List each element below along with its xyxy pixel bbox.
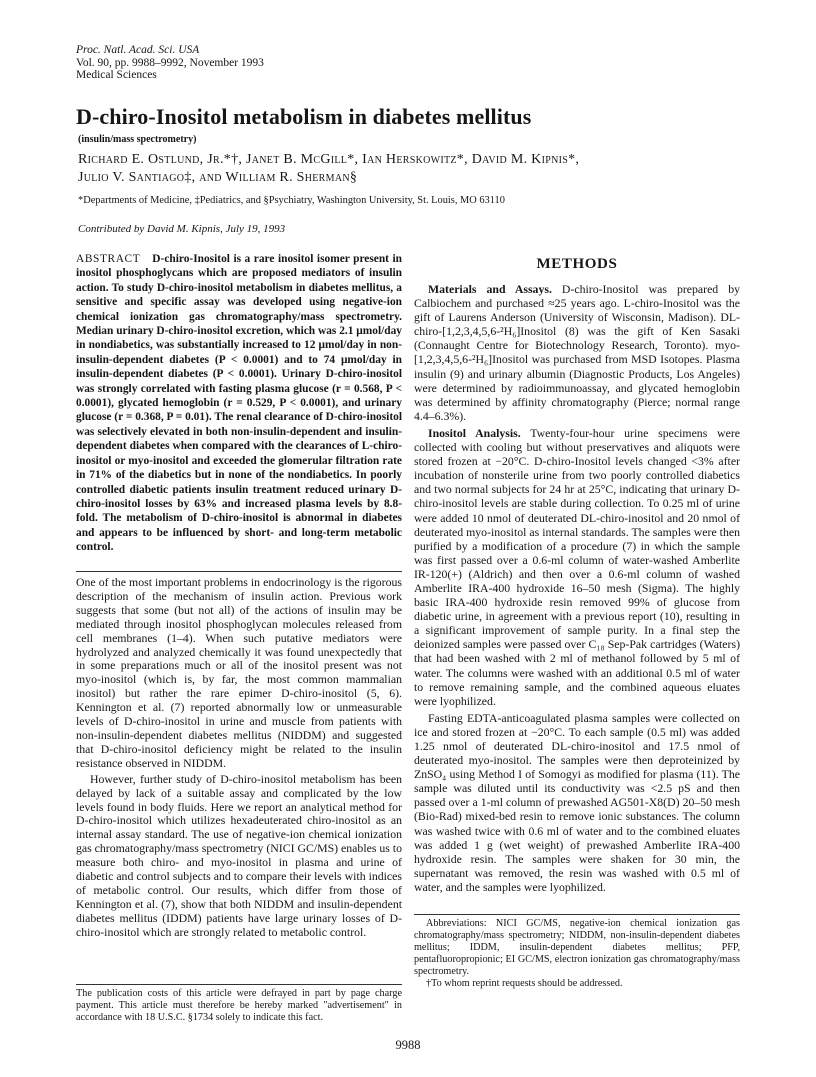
page-number: 9988 [395, 1038, 421, 1052]
journal-header [76, 44, 264, 82]
affiliation: *Departments of Medicine, ‡Pediatrics, and §Psychiatry, Washington University, St. Louis, MO 63110 [78, 195, 505, 206]
journal-section: Medical Sciences [76, 69, 157, 81]
journal-name: Proc. Natl. Acad. Sci. USA [76, 44, 200, 56]
article-title: D-chiro-Inositol metabolism in diabetes mellitus [76, 104, 532, 129]
footnote-divider [76, 984, 402, 985]
publication-footnote: The publication costs of this article were defrayed in part by page charge payment. This article must therefore be hereby marked "advertisement" in accordance with 18 U.S.C. §1734 solely to indicate this fact. [76, 988, 402, 1023]
methods-paragraph-3: Fasting EDTA-anticoagulated plasma samples were collected on ice and stored frozen at −20°C. To each sample (0.5 ml) was added 1.25 nmol of deuterated DL-chiro-inositol and 17.5 nmol of deuterated myo-inositol. The samples were then deproteinized by ZnSO₄ using Method I of Somogyi as modified for plasma (11). The sample was diluted until its conductivity was <2.5 pS and then passed over a 1-ml column of prewashed AG501-X8(D) 20–50 mesh (Bio-Rad) mixed-bed resin to remove ionic substances. The column was washed twice with 0.6 ml of water and to the combined eluates was added 1 g (wet weight) of prewashed Amberlite IRA-400 hydroxide resin. The samples were shaken for 30 min, the supernatant was removed, the resin was washed with 0.5 ml of water, and the samples were lyophilized. [414, 710, 740, 894]
introduction [76, 576, 402, 942]
abbreviations-divider [414, 914, 740, 915]
author-line-1: Richard E. Ostlund, Jr.*†, Janet B. McGill*, Ian Herskowitz*, David M. Kipnis*, [78, 152, 580, 167]
abstract [76, 252, 402, 555]
intro-paragraph-1: One of the most important problems in endocrinology is the rigorous description of the mechanism of insulin action. Previous work suggests that some (but not all) of the actions of insulin may be mediated through inositol phosphoglycan molecules released from cell membranes (1–4). When such putative mediators were hydrolyzed and analyzed chemically it was found unexpectedly that in some preparations much or all of the inositol present was not myo-inositol (which is, by far, the most common mammalian inositol) but rather the rare epimer D-chiro-inositol (5, 6). Kennington et al. (7) reported abnormally low or unmeasurable levels of D-chiro-inositol in urine and muscle from patients with non-insulin-dependent diabetes mellitus (NIDDM) and suggested that D-chiro-inositol deficiency might be related to the insulin resistance observed in NIDDM. [76, 575, 402, 770]
author-list [78, 151, 579, 187]
inositol-analysis-text: Twenty-four-hour urine specimens were collected with cooling but without preservatives and aliquots were stored frozen at −20°C. D-chiro-Inositol levels changed <3% after incubation of nonsterile urine from two poorly controlled diabetics and two normal subjects for 24 hr at 25°C, indicating that urinary D-chiro-inositol levels are stable during collection. To 0.25 ml of urine were added 10 nmol of deuterated DL-chiro-inositol and 20 nmol of deuterated myo-inositol as internal standards. The samples were then purified by a modification of a procedure (7) in which the sample was first passed over a 0.6-ml column of water-washed Amberlite IR-120(+) (Aldrich) and then over a 0.6-ml column of washed Amberlite IRA-400 hydroxide 16–50 mesh (Sigma). The highly basic IRA-400 hydroxide resin removed 99% of glucose from diabetic urine, in agreement with a previous report (10), resulting in a significant improvement of sample purity. In a final step the deionized samples were passed over C₁₈ Sep-Pak cartridges (Waters) that had been washed with 2 ml of methanol followed by 5 ml of water. The columns were washed with an additional 0.5 ml of water to remove remaining sample, and the combined aqueous eluates were lyophilized. [414, 425, 740, 708]
methods-section [414, 282, 740, 897]
inositol-analysis-heading: Inositol Analysis. [428, 425, 521, 440]
abstract-divider [76, 571, 402, 572]
reprint-note: †To whom reprint requests should be addressed. [426, 978, 623, 989]
methods-paragraph-2 [414, 426, 740, 708]
intro-paragraph-2: However, further study of D-chiro-inositol metabolism has been delayed by lack of a suitable assay and complicated by the low levels found in body fluids. Here we report an analytical method for D-chiro-inositol which utilizes hexadeuterated chiro-inositol as an internal assay standard. The use of negative-ion chemical ionization gas chromatography/mass spectrometry (NICI GC/MS) enables us to measure both chiro- and myo-inositol in plasma and urine of diabetic and control subjects and to compare their levels with indices of metabolic control. Our results, which differ from those of Kennington et al. (7), show that both NIDDM and insulin-dependent diabetes mellitus (IDDM) patients have large urinary losses of D-chiro-inositol which are strongly related to metabolic control. [76, 771, 402, 939]
methods-heading: METHODS [536, 256, 618, 272]
abbreviations-text: Abbreviations: NICI GC/MS, negative-ion chemical ionization gas chromatography/mass spectrometry; NIDDM, non-insulin-dependent diabetes mellitus; IDDM, insulin-dependent diabetes mellitus; PFP, pentafluoropropionic; EI GC/MS, electron ionization gas chromatography/mass spectrometry. [414, 918, 740, 977]
contributed-by: Contributed by David M. Kipnis, July 19, 1993 [78, 223, 286, 235]
journal-volume: Vol. 90, pp. 9988–9992, November 1993 [76, 56, 264, 69]
materials-text: D-chiro-Inositol was prepared by Calbiochem and purchased ≈25 years ago. L-chiro-Inositol was the gift of Laurens Anderson (University of Wisconsin, Madison). DL-chiro-[1,2,3,4,5,6-²H₆]Inositol (8) was the gift of Ken Sasaki (Connaught Centre for Biotechnology Research, Toronto). myo-[1,2,3,4,5,6-²H₆]Inositol was purchased from MSD Isotopes. Plasma insulin (9) and urinary albumin (Diagnostic Products, Los Angeles) were determined by radioimmunoassay, and glycated hemoglobin was determined by affinity chromatography (Pierce; normal range 4.4–6.3%). [414, 282, 740, 423]
materials-heading: Materials and Assays. [428, 282, 552, 296]
abstract-label: ABSTRACT [76, 253, 141, 265]
abstract-text: D-chiro-Inositol is a rare inositol isomer present in inositol phosphoglycans which are proposed mediators of insulin action. To study D-chiro-inositol metabolism in diabetes mellitus, a sensitive and specific assay was developed using negative-ion chemical ionization gas chromatography/mass spectrometry. Median urinary D-chiro-inositol excretion, which was 2.1 μmol/day in nondiabetics, was substantially increased to 12 μmol/day in non-insulin-dependent diabetes (P < 0.0001) and to 74 μmol/day in insulin-dependent diabetes (P < 0.0001). Urinary D-chiro-inositol was strongly correlated with fasting plasma glucose (r = 0.568, P < 0.0001), glycated hemoglobin (r = 0.529, P < 0.0001), and urinary glucose (r = 0.368, P = 0.01). The renal clearance of D-chiro-inositol was selectively elevated in both non-insulin-dependent and insulin-dependent diabetes when compared with the clearances of L-chiro-inositol or myo-inositol and exceeded the glomerular filtration rate in 71% of the diabetics but in none of the nondiabetics. In poorly controlled diabetic patients insulin treatment reduced urinary D-chiro-inositol losses by 63% and increased plasma levels by 8.8-fold. The metabolism of D-chiro-inositol is abnormal in diabetes and appears to be influenced by short- and long-term metabolic control. [76, 253, 402, 554]
abbreviations-footnote [414, 918, 740, 990]
methods-paragraph-1 [414, 282, 740, 423]
article-keywords: (insulin/mass spectrometry) [78, 134, 197, 145]
author-line-2: Julio V. Santiago‡, and William R. Sherman§ [78, 170, 358, 185]
